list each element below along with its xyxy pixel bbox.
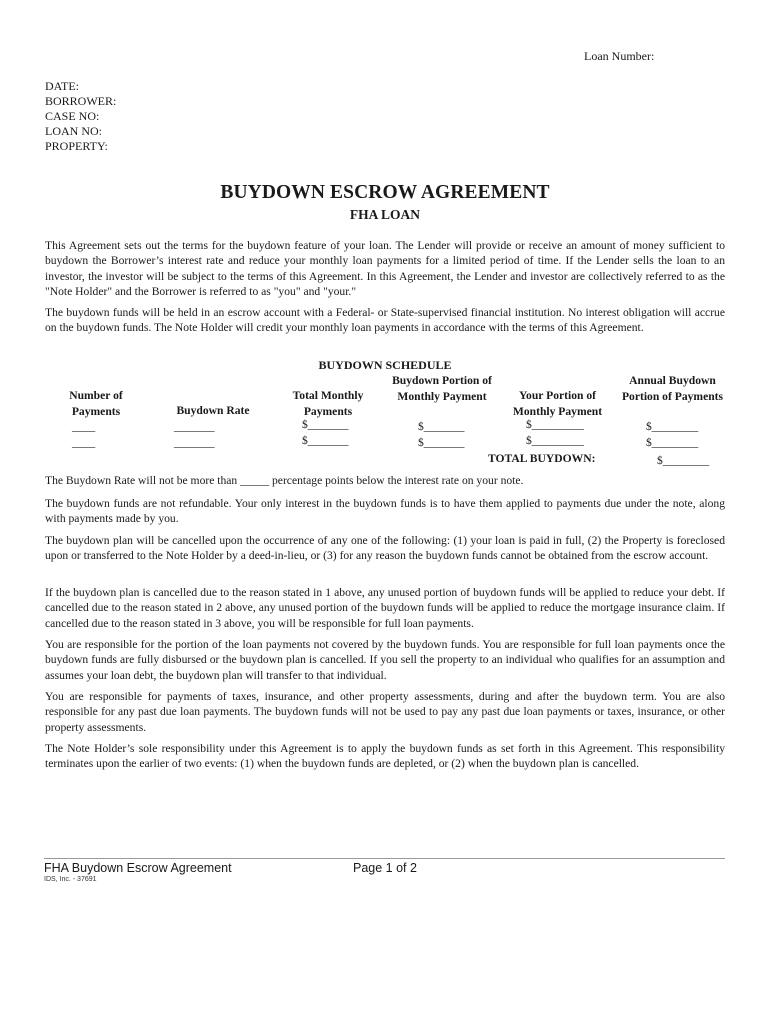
property-field-label: PROPERTY: <box>45 139 108 153</box>
col-header-your-portion: Your Portion of Monthly Payment <box>512 389 603 418</box>
footer-page-number: Page 1 of 2 <box>353 861 417 875</box>
row2-your-portion: $_________ <box>526 434 584 447</box>
total-buydown-value: $________ <box>657 454 710 467</box>
document-title: BUYDOWN ESCROW AGREEMENT <box>220 182 550 203</box>
intro-paragraph: This Agreement sets out the terms for the buydown feature of your loan. The Lender will provide or receive an amount of money sufficient to buydown the Borrower’s interest rate and reduce your monthly loan payments for a limited period of time. If the Lender sells the loan to an investor, the investor will be subject to the terms of this Agreement. In this Agreement, the Lender and investor are collectively referred to as the "Note Holder" and the Borrower is referred to as "you" and "your." <box>45 239 725 298</box>
cancellation-paragraph: The buydown plan will be cancelled upon the occurrence of any one of the following: (1) your loan is paid in full, (2) the Property is foreclosed upon or transferred to the Note Holder by a deed-in-lieu, or (3) for any reason the buydown funds cannot be obtained from the escrow account. <box>45 534 725 563</box>
date-field-label: DATE: <box>45 79 79 93</box>
buydown-rate-paragraph: The Buydown Rate will not be more than _____ percentage points below the interest rate on your note. <box>45 474 524 487</box>
total-buydown-label: TOTAL BUYDOWN: <box>488 452 596 465</box>
row2-buydown-rate: _______ <box>174 436 215 449</box>
document-subtitle: FHA LOAN <box>349 207 421 222</box>
loan-number-label: Loan Number: <box>584 49 655 63</box>
row1-number-of-payments: ____ <box>72 420 96 433</box>
footer-form-name: FHA Buydown Escrow Agreement <box>44 861 232 875</box>
borrower-field-label: BORROWER: <box>45 94 117 108</box>
col-header-annual-buydown: Annual Buydown Portion of Payments <box>621 374 724 403</box>
row1-total-monthly: $_______ <box>302 418 349 431</box>
row2-annual-buydown: $________ <box>646 436 699 449</box>
note-holder-paragraph: The Note Holder’s sole responsibility under this Agreement is to apply the buydown funds as set forth in this Agreement. This responsibility terminates upon the earlier of two events: (1) when the buydown funds are depleted, or (2) when the buydown plan is cancelled. <box>45 742 725 771</box>
taxes-paragraph: You are responsible for payments of taxes, insurance, and other property assessments, during and after the buydown term. You are also responsible for any past due loan payments. The buydown funds will not be used to pay any past due loan payments or taxes, insurance, or other property assessments. <box>45 690 725 734</box>
schedule-title: BUYDOWN SCHEDULE <box>318 358 452 372</box>
col-header-buydown-rate: Buydown Rate <box>176 404 250 417</box>
col-header-buydown-portion: Buydown Portion of Monthly Payment <box>392 374 492 403</box>
footer-form-code: IDS, Inc. - 37691 <box>44 876 97 883</box>
row1-buydown-rate: _______ <box>174 420 215 433</box>
col-header-total-monthly-payments: Total Monthly Payments <box>292 389 364 418</box>
footer-divider <box>44 858 725 859</box>
row1-buydown-portion: $_______ <box>418 420 465 433</box>
case-no-field-label: CASE NO: <box>45 109 100 123</box>
loan-no-field-label: LOAN NO: <box>45 124 102 138</box>
escrow-paragraph: The buydown funds will be held in an escrow account with a Federal- or State-supervised financial institution. No interest obligation will accrue on the buydown funds. The Note Holder will credit your monthly loan payments in accordance with the terms of this Agreement. <box>45 306 725 335</box>
col-header-number-of-payments: Number of Payments <box>69 389 123 418</box>
responsibility-paragraph: You are responsible for the portion of the loan payments not covered by the buydown funds. You are responsible for full loan payments once the buydown funds are fully disbursed or the buydown plan is cancelled. If you sell the property to an individual who qualifies for an assumption and assumes your loan debt, the buydown plan will transfer to that individual. <box>45 638 725 682</box>
row2-total-monthly: $_______ <box>302 434 349 447</box>
row1-annual-buydown: $________ <box>646 420 699 433</box>
cancellation-effects-paragraph: If the buydown plan is cancelled due to the reason stated in 1 above, any unused portion of buydown funds will be applied to reduce your debt. If cancelled due to the reason stated in 2 above, any unused portion of the buydown funds will be applied to reduce the mortgage insurance claim. If cancelled due to the reason stated in 3 above, you will be responsible for full loan payments. <box>45 586 725 630</box>
header-fields <box>45 79 116 154</box>
row1-your-portion: $_________ <box>526 418 584 431</box>
refund-paragraph: The buydown funds are not refundable. Your only interest in the buydown funds is to have them applied to payments due under the note, along with payments made by you. <box>45 497 725 526</box>
row2-buydown-portion: $_______ <box>418 436 465 449</box>
row2-number-of-payments: ____ <box>72 436 96 449</box>
